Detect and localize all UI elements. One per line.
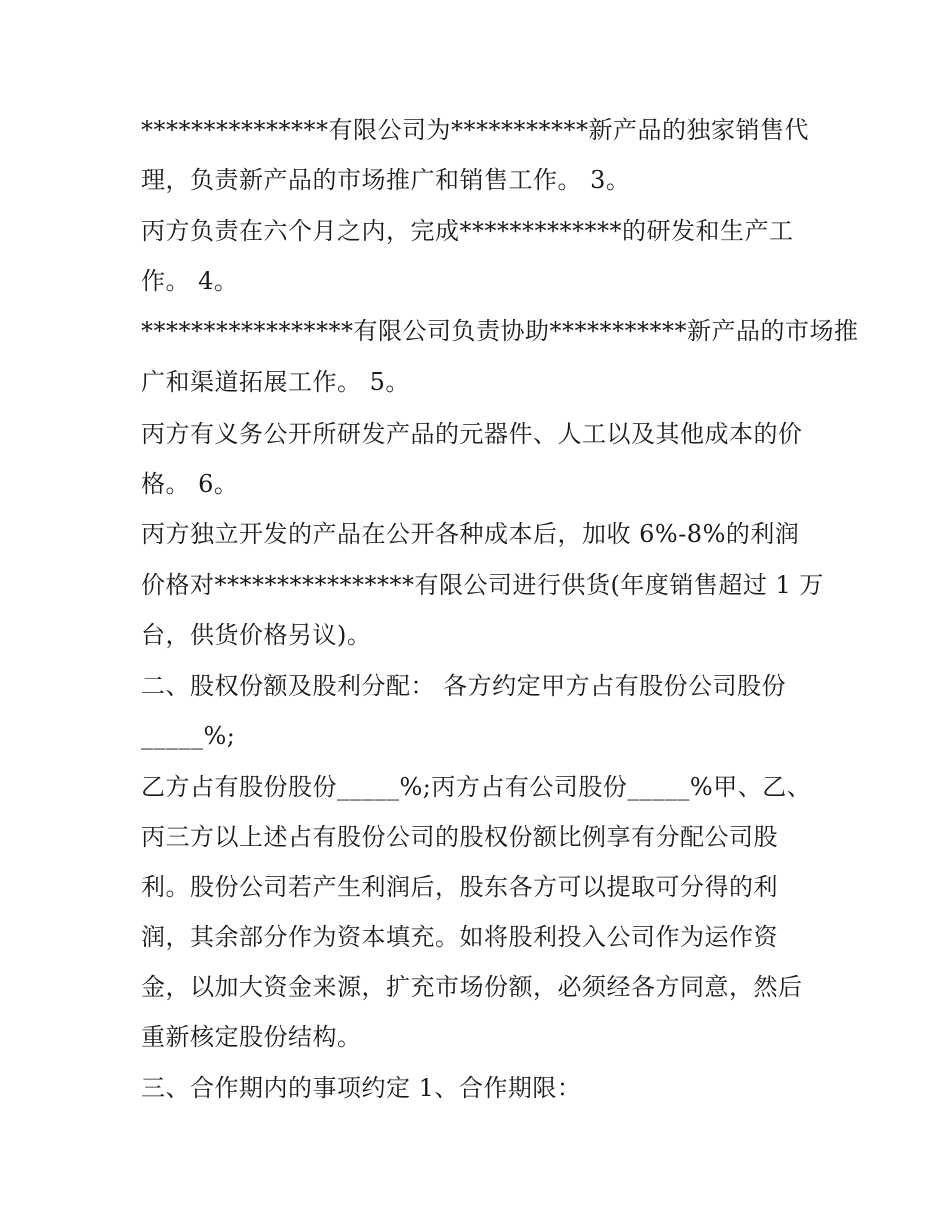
text-line: 三、合作期内的事项约定 1、合作期限：: [141, 1074, 582, 1102]
text-line: 金，以加大资金来源，扩充市场份额，必须经各方同意，然后: [141, 973, 803, 1001]
text-line: 丙方独立开发的产品在公开各种成本后，加收 6%-8%的利润: [141, 520, 800, 548]
text-line: 台，供货价格另议)。: [141, 621, 372, 649]
text-line: 丙方负责在六个月之内，完成*************的研发和生产工: [141, 217, 794, 245]
text-line: 丙方有义务公开所研发产品的元器件、人工以及其他成本的价: [141, 420, 803, 448]
text-line: 作。 4。: [141, 267, 239, 295]
text-line: ***************有限公司为***********新产品的独家销售代: [141, 116, 809, 144]
text-line: _____%;: [141, 722, 236, 750]
text-line: 润，其余部分作为资本填充。如将股利投入公司作为运作资: [141, 923, 778, 951]
text-line: 重新核定股份结构。: [141, 1023, 362, 1051]
text-line: 格。 6。: [141, 470, 239, 498]
text-line: 丙三方以上述占有股份公司的股权份额比例享有分配公司股: [141, 823, 778, 851]
text-line: 价格对****************有限公司进行供货(年度销售超过 1 万: [141, 571, 824, 599]
text-line: 理，负责新产品的市场推广和销售工作。 3。: [141, 166, 631, 194]
text-line: 二、股权份额及股利分配： 各方约定甲方占有股份公司股份: [141, 672, 787, 700]
text-line: 乙方占有股份股份_____%;丙方占有公司股份_____%甲、乙、: [141, 773, 812, 801]
text-line: 广和渠道拓展工作。 5。: [141, 368, 410, 396]
text-line: 利。股份公司若产生利润后，股东各方可以提取可分得的利: [141, 873, 778, 901]
text-line: *****************有限公司负责协助***********新产品的市场推: [141, 317, 859, 345]
